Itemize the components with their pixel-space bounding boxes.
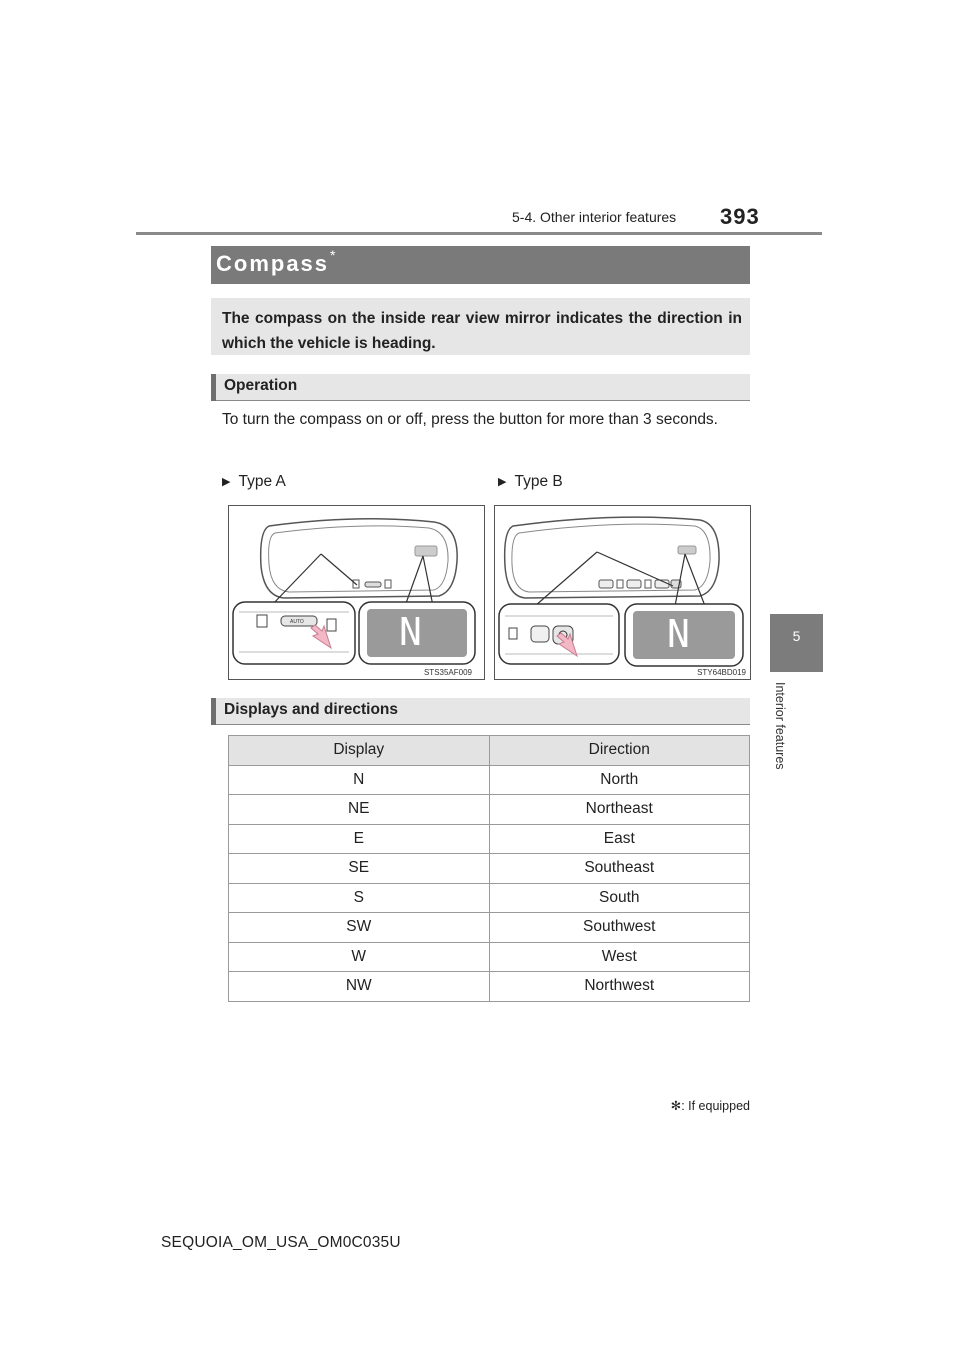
table-row bbox=[229, 942, 750, 972]
chapter-label bbox=[773, 682, 791, 792]
direction-cell: North bbox=[489, 765, 750, 795]
directions-table bbox=[228, 735, 750, 1002]
header-rule bbox=[136, 232, 822, 235]
operation-heading-text: Operation bbox=[224, 377, 298, 394]
page-number: 393 bbox=[720, 204, 760, 229]
table-row bbox=[229, 972, 750, 1002]
display-cell: S bbox=[229, 883, 490, 913]
direction-cell: Southeast bbox=[489, 854, 750, 884]
compass-display-letter-b: N bbox=[667, 612, 690, 656]
triangle-bullet-icon: ▶ bbox=[498, 476, 507, 488]
operation-body: To turn the compass on or off, press the button for more than 3 seconds. bbox=[222, 411, 718, 428]
footnote-text: : If equipped bbox=[681, 1099, 750, 1113]
table-row bbox=[229, 824, 750, 854]
figure-code-a: STS35AF009 bbox=[423, 668, 472, 677]
mirror-type-b-illustration bbox=[495, 506, 750, 679]
direction-cell: Northwest bbox=[489, 972, 750, 1002]
direction-cell: East bbox=[489, 824, 750, 854]
display-cell: SE bbox=[229, 854, 490, 884]
equipped-marker: * bbox=[330, 247, 336, 263]
displays-heading-text: Displays and directions bbox=[224, 701, 398, 718]
page-title-text: Compass bbox=[216, 251, 330, 276]
chapter-label-text: Interior features bbox=[773, 682, 787, 770]
display-cell: N bbox=[229, 765, 490, 795]
type-b-label bbox=[498, 473, 563, 491]
footnote bbox=[620, 1098, 750, 1113]
displays-heading bbox=[211, 698, 750, 725]
table-row bbox=[229, 883, 750, 913]
type-a-label bbox=[222, 473, 286, 491]
direction-cell: West bbox=[489, 942, 750, 972]
type-a-label-text: Type A bbox=[238, 473, 286, 490]
footer-code: SEQUOIA_OM_USA_OM0C035U bbox=[161, 1234, 401, 1251]
type-b-label-text: Type B bbox=[514, 473, 563, 490]
chapter-number: 5 bbox=[792, 628, 801, 644]
heading-bar bbox=[211, 698, 216, 725]
page-title bbox=[216, 247, 336, 277]
figure-type-b bbox=[494, 505, 751, 680]
display-cell: NE bbox=[229, 795, 490, 825]
operation-heading bbox=[211, 374, 750, 401]
table-row bbox=[229, 765, 750, 795]
intro-text: The compass on the inside rear view mirror indicates the direction in which the vehicle is heading. bbox=[222, 310, 742, 352]
column-header-display: Display bbox=[229, 736, 490, 766]
display-cell: W bbox=[229, 942, 490, 972]
direction-cell: Northeast bbox=[489, 795, 750, 825]
footnote-marker-icon: ✻ bbox=[670, 1099, 682, 1113]
display-cell: E bbox=[229, 824, 490, 854]
figure-code-b: STY64BD019 bbox=[697, 668, 746, 677]
display-cell: NW bbox=[229, 972, 490, 1002]
auto-button-label: AUTO bbox=[290, 619, 304, 625]
heading-bar bbox=[211, 374, 216, 401]
mirror-type-a-illustration bbox=[229, 506, 484, 679]
direction-cell: Southwest bbox=[489, 913, 750, 943]
display-cell: SW bbox=[229, 913, 490, 943]
triangle-bullet-icon: ▶ bbox=[222, 476, 231, 488]
compass-display-letter-a: N bbox=[399, 610, 422, 654]
direction-cell: South bbox=[489, 883, 750, 913]
figure-type-a bbox=[228, 505, 485, 680]
table-row bbox=[229, 913, 750, 943]
table-row bbox=[229, 795, 750, 825]
section-title: 5-4. Other interior features bbox=[512, 209, 677, 225]
table-header-row bbox=[229, 736, 750, 766]
column-header-direction: Direction bbox=[489, 736, 750, 766]
table-row bbox=[229, 854, 750, 884]
